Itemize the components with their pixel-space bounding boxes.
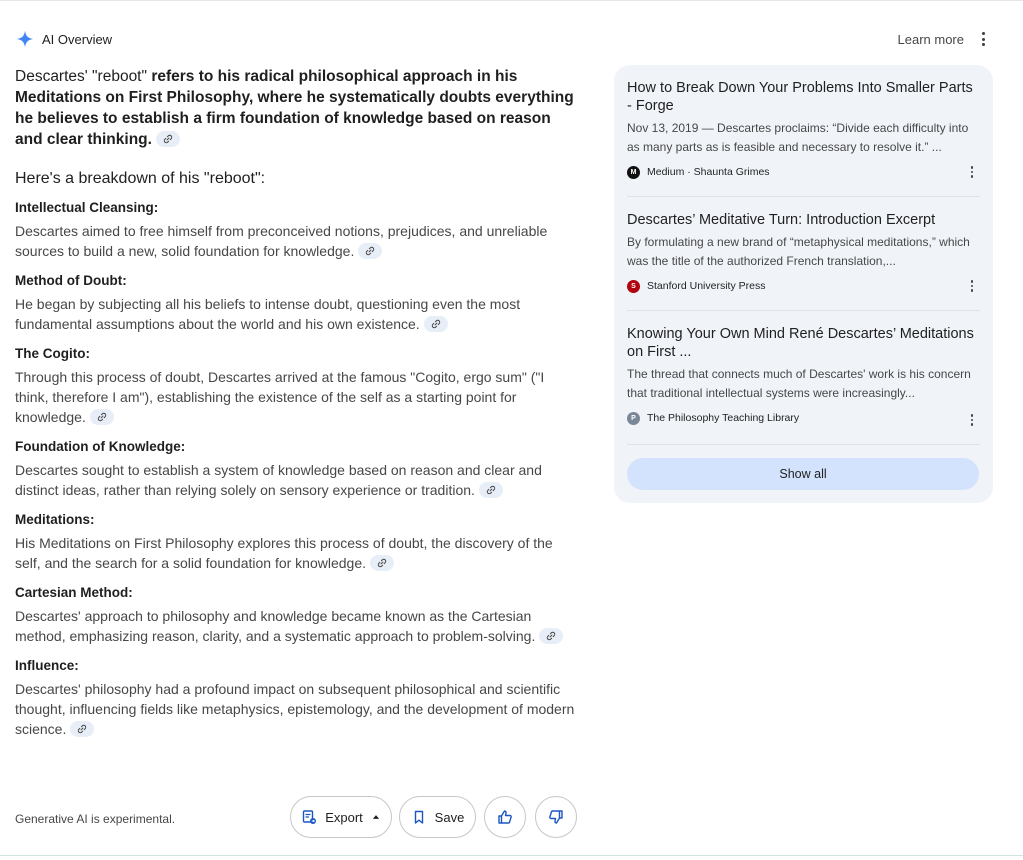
section-intellectual-cleansing — [15, 199, 580, 261]
philosophy-library-icon: P — [627, 412, 640, 425]
source-snippet: By formulating a new brand of “metaphysical meditations,” which was the title of the authorized French translation,... — [627, 235, 970, 268]
section-text: Descartes' approach to philosophy and knowledge became known as the Cartesian method, emphasizing reason, clarity, and a systematic approach to problem-solving. — [15, 606, 580, 646]
ai-overview-title — [16, 30, 112, 48]
source-card[interactable] — [627, 311, 980, 445]
citation-link-icon[interactable] — [90, 409, 114, 425]
ai-overview-header — [16, 28, 996, 52]
citation-link-icon[interactable] — [424, 316, 448, 332]
source-card[interactable] — [627, 197, 980, 311]
section-foundation-of-knowledge — [15, 438, 580, 500]
citation-link-icon[interactable] — [70, 721, 94, 737]
section-title: Method of Doubt: — [15, 273, 127, 288]
source-site — [627, 409, 980, 427]
overview-footer — [15, 796, 595, 840]
citation-link-icon[interactable] — [358, 243, 382, 259]
source-snippet: The thread that connects much of Descartes' work is his concern that traditional intellectual systems were increasingly... — [627, 367, 971, 400]
export-label: Export — [325, 809, 363, 825]
section-title: The Cogito: — [15, 346, 90, 361]
source-snippet: Nov 13, 2019 — Descartes proclaims: “Divide each difficulty into as many parts as is feasible and necessary to resolve it.” ... — [627, 121, 969, 154]
section-meditations — [15, 511, 580, 573]
section-text: Descartes' philosophy had a profound impact on subsequent philosophical and scientific thought, influencing fields like metaphysics, epistemology, and the development of modern science. — [15, 681, 575, 737]
citation-link-icon[interactable] — [370, 555, 394, 571]
source-title[interactable]: Descartes’ Meditative Turn: Introduction Excerpt — [627, 212, 936, 228]
citation-link-icon[interactable] — [479, 482, 503, 498]
show-all-button[interactable]: Show all — [627, 458, 979, 490]
section-title: Foundation of Knowledge: — [15, 439, 186, 454]
overview-body — [15, 66, 580, 739]
sparkle-icon — [16, 30, 34, 48]
thumbs-down-icon — [548, 809, 564, 825]
source-site — [627, 163, 980, 181]
ai-overview-label: AI Overview — [42, 31, 113, 47]
learn-more-link[interactable]: Learn more — [897, 32, 964, 47]
source-more-options-icon[interactable] — [966, 165, 978, 179]
section-text: Descartes aimed to free himself from preconceived notions, prejudices, and unreliable sources to build a new, solid foundation for knowledge. — [15, 223, 548, 259]
experimental-disclaimer: Generative AI is experimental. — [15, 812, 176, 826]
section-method-of-doubt — [15, 272, 580, 334]
source-card[interactable] — [627, 65, 980, 197]
thumbs-up-button[interactable] — [484, 796, 526, 838]
section-title: Influence: — [15, 658, 79, 673]
thumbs-down-button[interactable] — [535, 796, 577, 838]
intro-lead: Descartes' "reboot" — [15, 68, 147, 85]
section-the-cogito — [15, 345, 580, 427]
caret-up-icon — [371, 812, 381, 822]
section-title: Cartesian Method: — [15, 585, 133, 600]
stanford-icon: S — [627, 280, 640, 293]
source-more-options-icon[interactable] — [966, 279, 978, 293]
export-icon — [301, 809, 317, 825]
sources-panel — [614, 65, 993, 503]
citation-link-icon[interactable] — [156, 131, 180, 147]
source-site-name: Stanford University Press — [647, 280, 766, 292]
thumbs-up-icon — [497, 809, 513, 825]
section-text: His Meditations on First Philosophy explores this process of doubt, the discovery of the self, and the search for a solid foundation for knowledge. — [15, 535, 553, 571]
source-title[interactable]: Knowing Your Own Mind René Descartes’ Meditations on First ... — [627, 326, 974, 360]
citation-link-icon[interactable] — [539, 628, 563, 644]
section-influence — [15, 657, 580, 739]
more-options-icon[interactable] — [976, 30, 990, 48]
bottom-divider — [0, 855, 1023, 860]
source-title[interactable]: How to Break Down Your Problems Into Smaller Parts - Forge — [627, 80, 973, 114]
save-button[interactable] — [399, 796, 476, 838]
section-text: Descartes sought to establish a system of knowledge based on reason and clear and distinct ideas, rather than relying solely on sensory experience or tradition. — [15, 462, 542, 498]
source-site-name: The Philosophy Teaching Library — [647, 412, 800, 424]
section-text: Through this process of doubt, Descartes arrived at the famous "Cogito, ergo sum" ("I think, therefore I am"), establishing the existence of the self as a starting point for knowledge. — [15, 369, 545, 425]
intro-bold: refers to his radical philosophical approach in his Meditations on First Philosophy, where he systematically doubts everything he believes to establish a firm foundation of knowledge based on reason and clear thinking. — [15, 68, 574, 148]
intro-paragraph — [15, 66, 580, 150]
source-site-name: Medium · Shaunta Grimes — [647, 166, 770, 178]
section-title: Meditations: — [15, 512, 95, 527]
export-button[interactable] — [290, 796, 392, 838]
source-site — [627, 277, 980, 295]
breakdown-heading: Here's a breakdown of his "reboot": — [15, 170, 266, 187]
section-text: He began by subjecting all his beliefs to intense doubt, questioning even the most fundamental assumptions about the world and his own existence. — [15, 296, 521, 332]
source-more-options-icon[interactable] — [966, 413, 978, 427]
top-divider — [0, 0, 1023, 1]
section-cartesian-method — [15, 584, 580, 646]
bookmark-icon — [411, 809, 427, 825]
save-label: Save — [434, 809, 465, 825]
medium-icon: M — [627, 166, 640, 179]
section-title: Intellectual Cleansing: — [15, 200, 159, 215]
